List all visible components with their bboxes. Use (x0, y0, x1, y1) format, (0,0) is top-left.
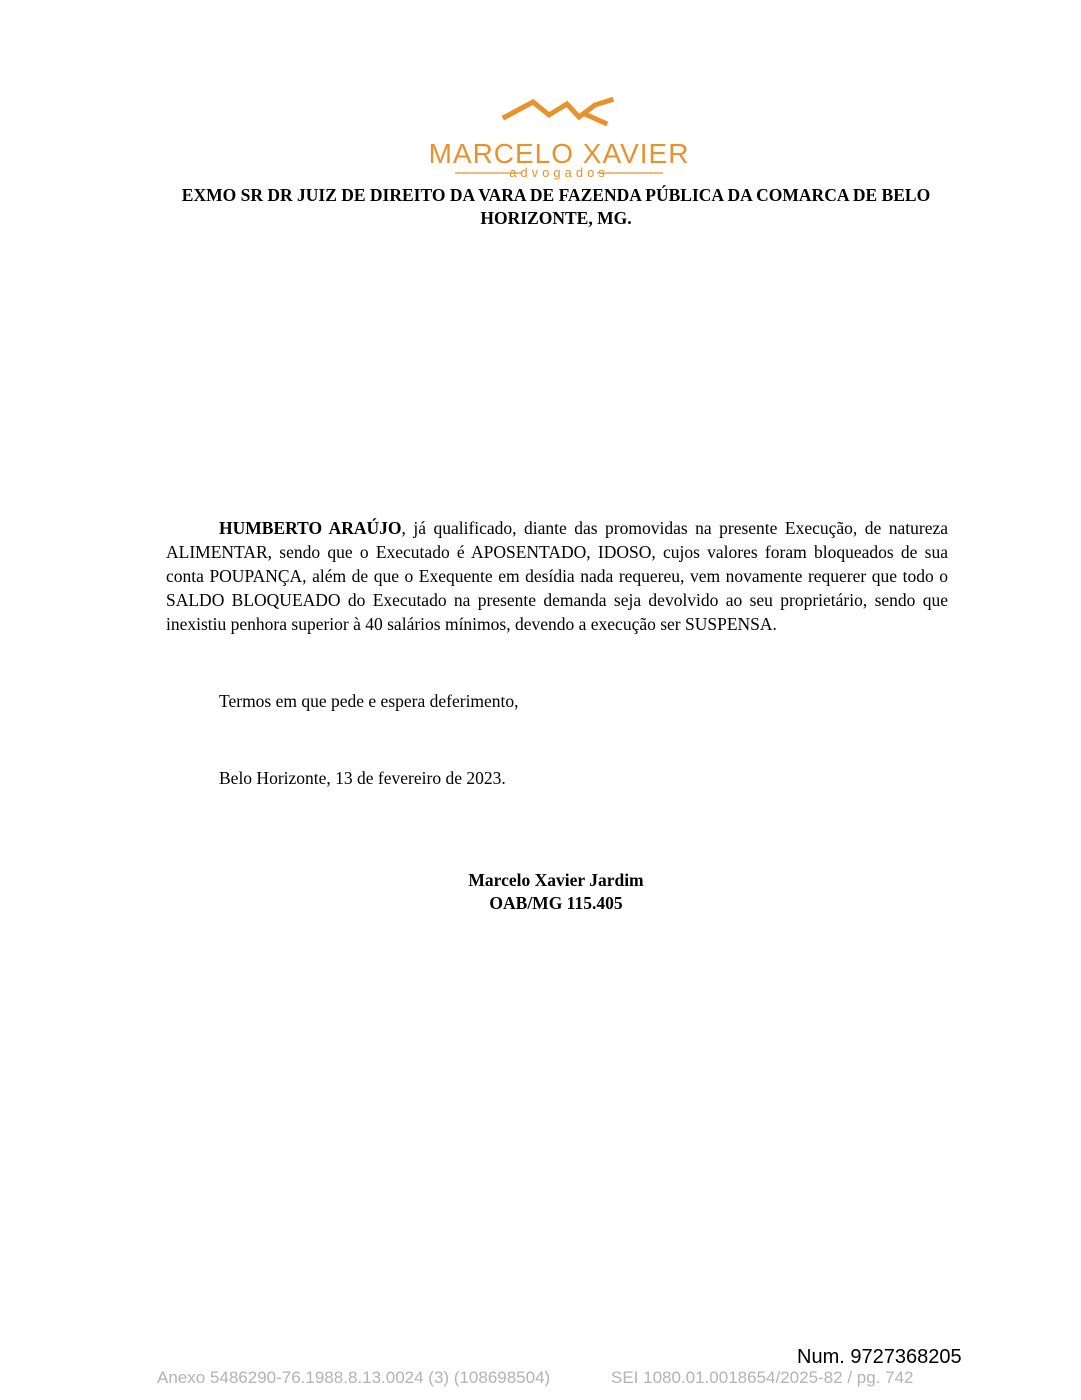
logo-subtitle: advogados (509, 165, 609, 180)
law-firm-logo (428, 95, 690, 181)
logo-name: MARCELO XAVIER (428, 138, 690, 169)
petition-text: , já qualificado, diante das promovidas na presente Execução, de natureza ALIMENTAR, sendo que o Executado é APOSENTADO, IDOSO, cujos valores foram bloqueados de sua conta POUPANÇA, além de que o Exequente em desídia nada requereu, vem novamente requerer que todo o SALDO BLOQUEADO do Executado na presente demanda seja devolvido ao seu proprietário, sendo que inexistiu penhora superior à 40 salários mínimos, devendo a execução ser SUSPENSA. (166, 518, 948, 634)
mountain-logo-icon (428, 95, 690, 181)
heading-line-1: EXMO SR DR JUIZ DE DIREITO DA VARA DE FAZENDA PÚBLICA DA COMARCA DE BELO (181, 185, 931, 205)
document-number: Num. 9727368205 (797, 1346, 962, 1368)
closing-line: Termos em que pede e espera deferimento, (219, 691, 519, 711)
signature-block (400, 869, 712, 915)
party-name: HUMBERTO ARAÚJO (219, 518, 402, 538)
petition-body-paragraph (166, 516, 948, 636)
place-date-line: Belo Horizonte, 13 de fevereiro de 2023. (219, 768, 506, 788)
signer-name: Marcelo Xavier Jardim (468, 870, 644, 890)
heading-line-2: HORIZONTE, MG. (480, 208, 632, 228)
sei-reference: SEI 1080.01.0018654/2025-82 / pg. 742 (611, 1368, 914, 1387)
court-addressee-heading (140, 184, 972, 230)
signer-oab: OAB/MG 115.405 (489, 893, 623, 913)
annex-reference: Anexo 5486290-76.1988.8.13.0024 (3) (108698504) (157, 1368, 551, 1387)
